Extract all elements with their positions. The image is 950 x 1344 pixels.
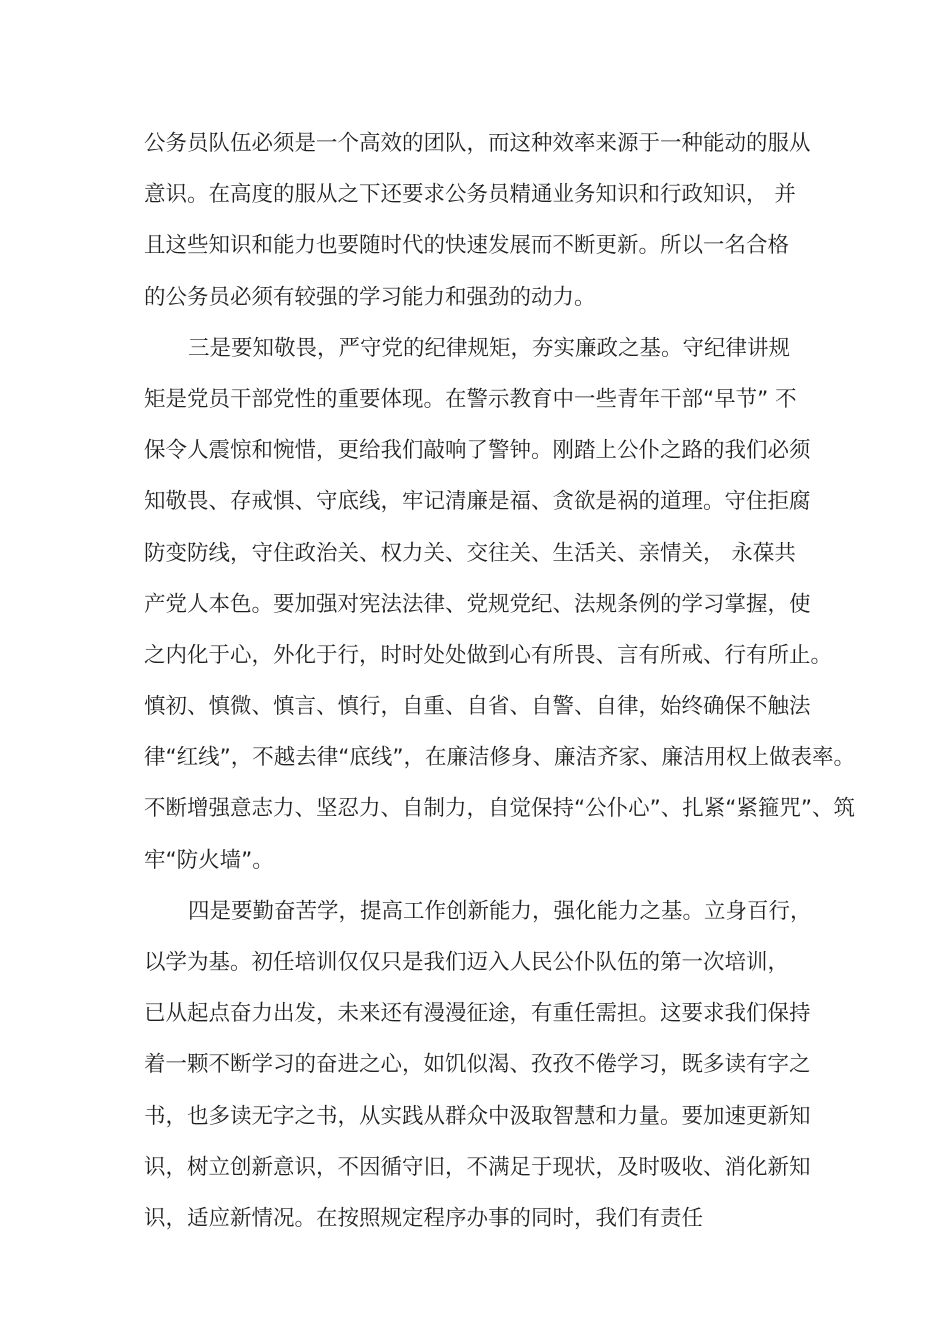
text-line: 牢“防火墙”。 [144, 847, 274, 873]
text-line: 公务员队伍必须是一个高效的团队，而这种效率来源于一种能动的服从 [144, 131, 811, 156]
text-line: 知敬畏、存戒惧、守底线，牢记清廉是福、贪欲是祸的道理。守住拒腐 [144, 489, 811, 515]
text-line: 之内化于心，外化于行，时时处处做到心有所畏、言有所戒、行有所止。 [144, 642, 833, 668]
text-line: 书，也多读无字之书，从实践从群众中汲取智慧和力量。要加速更新知 [144, 1103, 811, 1129]
text-line: 不断增强意志力、坚忍力、自制力，自觉保持“公仆心”、扎紧“紧箍咒”、筑 [144, 796, 856, 822]
text-line: 律“红线”，不越去律“底线”，在廉洁修身、廉洁齐家、廉洁用权上做表率。 [144, 745, 856, 771]
text-line: 且这些知识和能力也要随时代的快速发展而不断更新。所以一名合格 [144, 233, 790, 259]
text-line: 以学为基。初任培训仅仅只是我们迈入人民公仆队伍的第一次培训， [144, 950, 790, 975]
text-line: 四是要勤奋苦学，提高工作创新能力，强化能力之基。立身百行， [188, 898, 812, 924]
text-line: 意识。在高度的服从之下还要求公务员精通业务知识和行政知识， 并 [144, 182, 796, 208]
text-line: 着一颗不断学习的奋进之心，如饥似渴、孜孜不倦学习，既多读有字之 [144, 1052, 811, 1078]
text-line: 识，适应新情况。在按照规定程序办事的同时，我们有责任 [144, 1205, 704, 1231]
text-line: 产党人本色。要加强对宪法法律、党规党纪、法规条例的学习掌握，使 [144, 591, 811, 617]
text-line: 三是要知敬畏，严守党的纪律规矩，夯实廉政之基。守纪律讲规 [188, 335, 791, 361]
text-line: 识，树立创新意识，不因循守旧，不满足于现状，及时吸收、消化新知 [144, 1154, 811, 1180]
text-line: 矩是党员干部党性的重要体现。在警示教育中一些青年干部“早节” 不 [144, 386, 797, 412]
paragraph-3 [144, 886, 824, 1244]
document-body [144, 118, 856, 1244]
text-line: 的公务员必须有较强的学习能力和强劲的动力。 [144, 284, 596, 310]
text-line: 保令人震惊和惋惜，更给我们敲响了警钟。刚踏上公仆之路的我们必须 [144, 438, 811, 464]
text-line: 防变防线，守住政治关、权力关、交往关、生活关、亲情关， 永葆共 [144, 540, 796, 566]
text-line: 慎初、慎微、慎言、慎行，自重、自省、自警、自律，始终确保不触法 [144, 694, 811, 720]
paragraph-2 [144, 323, 856, 886]
text-line: 已从起点奋力出发，未来还有漫漫征途，有重任需担。这要求我们保持 [144, 1001, 811, 1027]
paragraph-1 [144, 118, 824, 323]
